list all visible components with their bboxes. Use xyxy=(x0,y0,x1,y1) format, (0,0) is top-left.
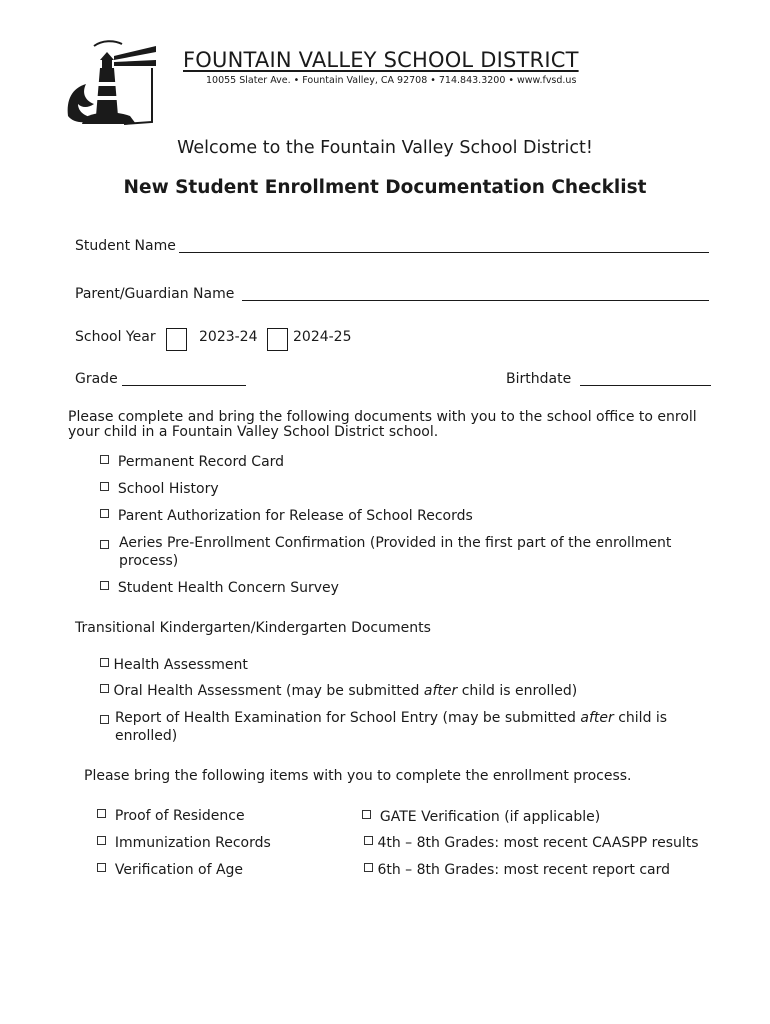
checkbox-icon[interactable] xyxy=(100,658,109,667)
list-item: Oral Health Assessment (may be submitted after child is enrolled) xyxy=(100,683,577,699)
checkbox-icon[interactable] xyxy=(97,836,106,845)
checkbox-icon[interactable] xyxy=(100,455,109,464)
year-2023-checkbox[interactable] xyxy=(166,328,187,351)
list-item: Verification of Age xyxy=(97,862,243,878)
student-name-field[interactable] xyxy=(179,252,709,253)
district-address: 10055 Slater Ave. • Fountain Valley, CA 92708 • 714.843.3200 • www.fvsd.us xyxy=(206,75,577,86)
list-item: Immunization Records xyxy=(97,835,271,851)
bring-section-title: Please bring the following items with you to complete the enrollment process. xyxy=(84,768,632,784)
checkbox-icon[interactable] xyxy=(97,809,106,818)
list-item: 4th – 8th Grades: most recent CAASPP results xyxy=(364,835,699,851)
checkbox-icon[interactable] xyxy=(100,540,109,549)
year-2024-label: 2024-25 xyxy=(293,329,352,345)
birthdate-field[interactable] xyxy=(580,385,711,386)
page-title: New Student Enrollment Documentation Checklist xyxy=(123,177,647,198)
welcome-text: Welcome to the Fountain Valley School District! xyxy=(177,138,593,158)
district-name: FOUNTAIN VALLEY SCHOOL DISTRICT xyxy=(183,48,579,72)
checkbox-icon[interactable] xyxy=(100,715,109,724)
list-item: Parent Authorization for Release of School Records xyxy=(100,508,473,524)
tk-section-title: Transitional Kindergarten/Kindergarten Documents xyxy=(75,620,431,636)
list-item: Student Health Concern Survey xyxy=(100,580,339,596)
grade-label: Grade xyxy=(75,371,118,387)
list-item: Health Assessment xyxy=(100,657,248,673)
lighthouse-logo-icon xyxy=(64,38,158,128)
checkbox-icon[interactable] xyxy=(100,482,109,491)
list-item: Permanent Record Card xyxy=(100,454,284,470)
birthdate-label: Birthdate xyxy=(506,371,572,387)
list-item: School History xyxy=(100,481,219,497)
year-2023-label: 2023-24 xyxy=(199,329,258,345)
checkbox-icon[interactable] xyxy=(100,509,109,518)
list-item: 6th – 8th Grades: most recent report card xyxy=(364,862,670,878)
checkbox-icon[interactable] xyxy=(100,684,109,693)
list-item: Report of Health Examination for School Entry (may be submitted after child is enrolled) xyxy=(100,709,700,745)
checkbox-icon[interactable] xyxy=(364,863,373,872)
checkbox-icon[interactable] xyxy=(100,581,109,590)
student-name-label: Student Name xyxy=(75,238,176,254)
checkbox-icon[interactable] xyxy=(364,836,373,845)
checkbox-icon[interactable] xyxy=(97,863,106,872)
grade-field[interactable] xyxy=(122,385,246,386)
list-item: Proof of Residence xyxy=(97,808,245,824)
checkbox-icon[interactable] xyxy=(362,810,371,819)
list-item: GATE Verification (if applicable) xyxy=(362,809,600,825)
parent-name-label: Parent/Guardian Name xyxy=(75,286,235,302)
parent-name-field[interactable] xyxy=(242,300,709,301)
school-year-label: School Year xyxy=(75,329,156,345)
instructions-text: Please complete and bring the following documents with you to the school office to enroll your child in a Fountain Valley School District school. xyxy=(68,409,697,440)
year-2024-checkbox[interactable] xyxy=(267,328,288,351)
list-item: Aeries Pre-Enrollment Confirmation (Provided in the first part of the enrollment process) xyxy=(100,534,700,570)
